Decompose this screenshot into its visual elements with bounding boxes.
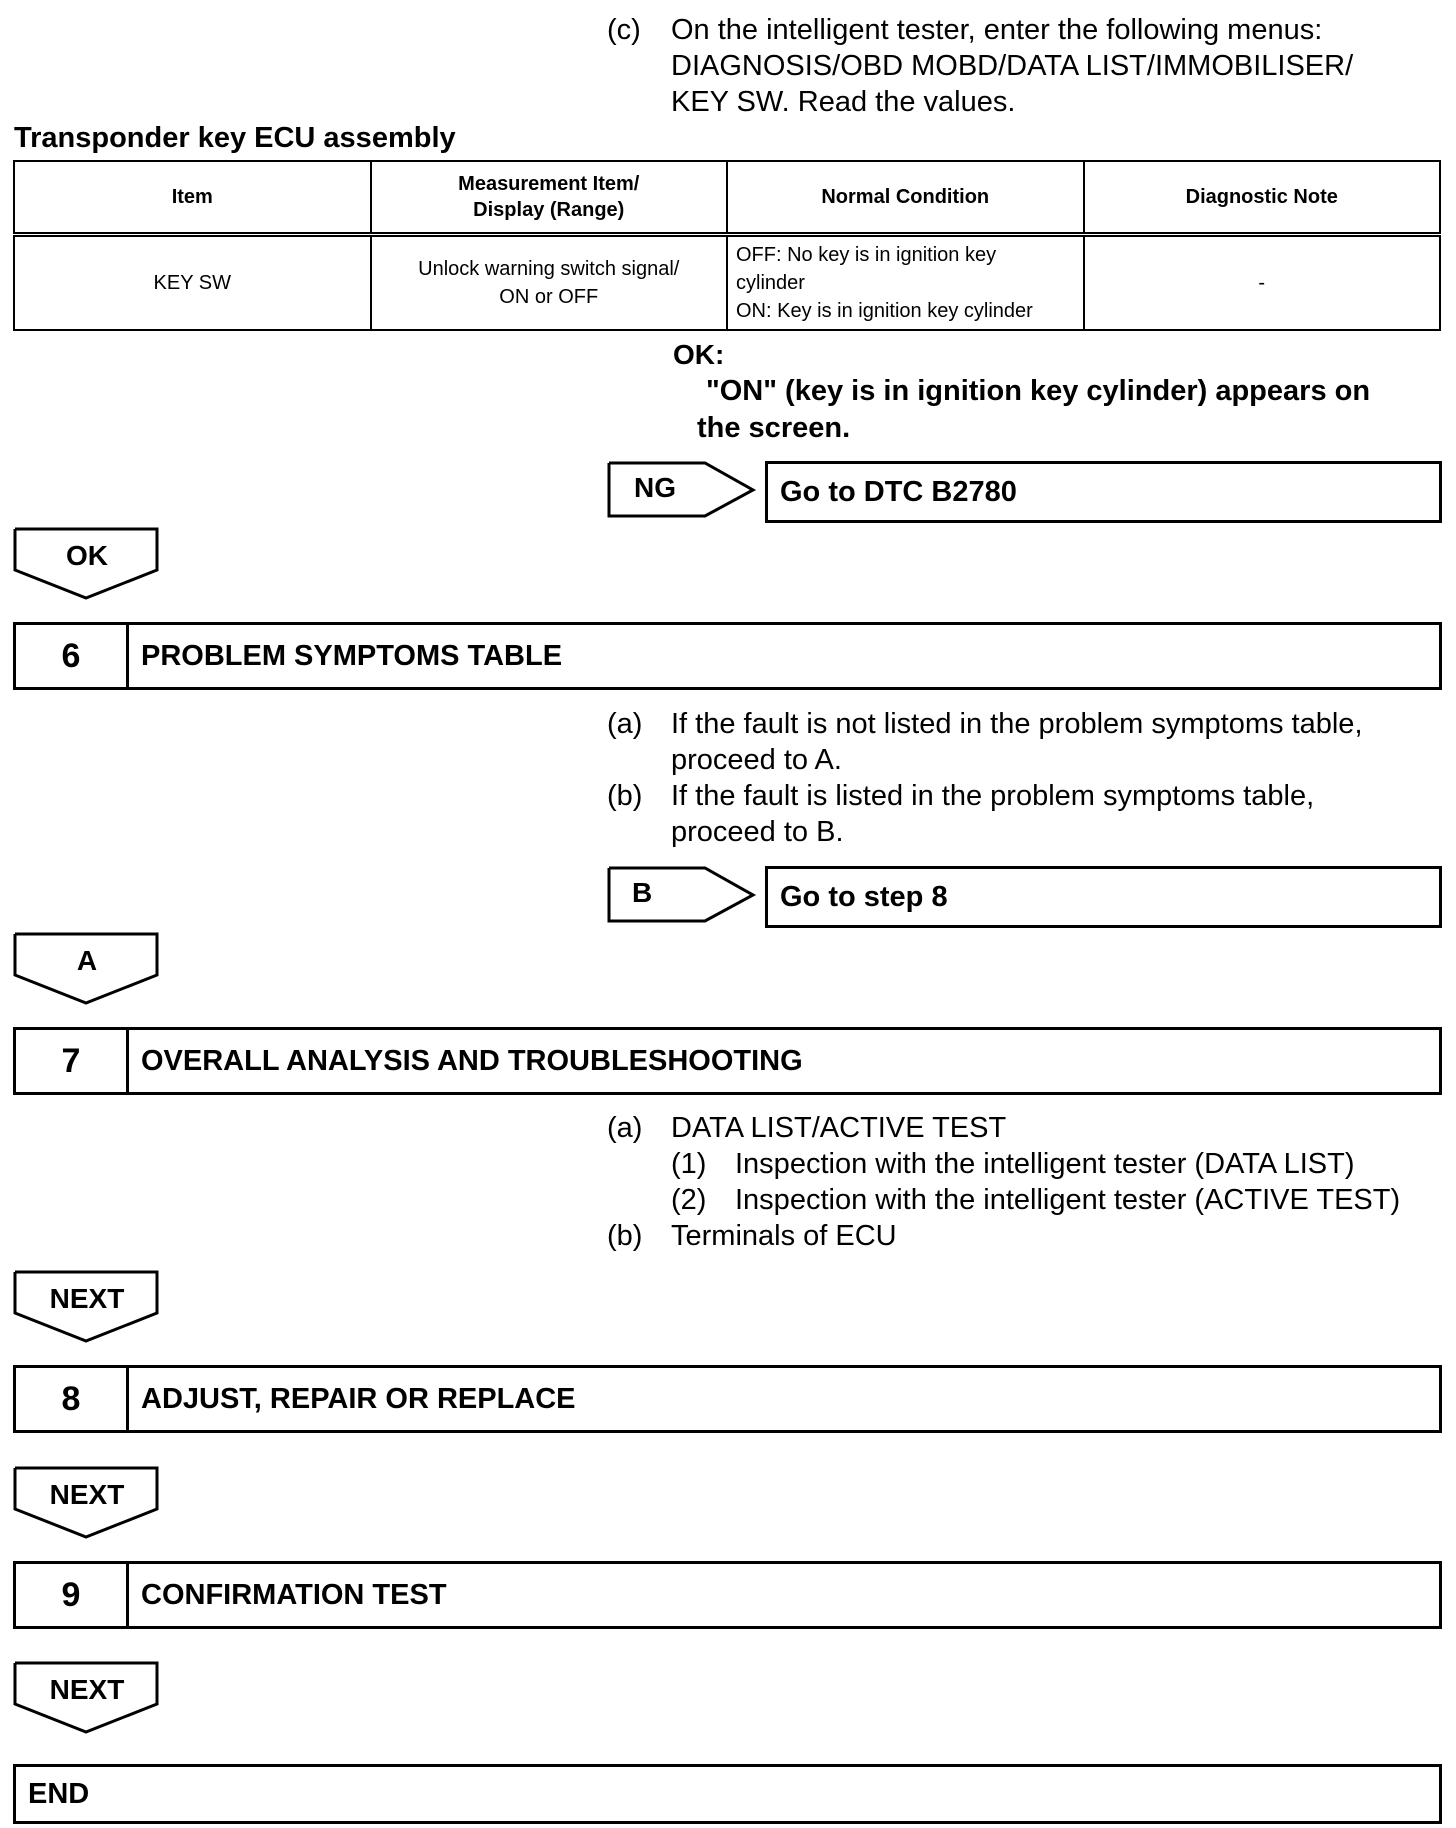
step-7-header [13,1027,1442,1095]
step-8-number: 8 [16,1368,129,1430]
step-7-a1-text: Inspection with the intelligent tester (DATA LIST) [735,1148,1355,1180]
step-8-title: ADJUST, REPAIR OR REPLACE [141,1382,576,1415]
header-normal: Normal Condition [727,161,1084,235]
cell-note: - [1084,235,1441,331]
step-7-b-label: (b) [607,1220,643,1252]
next-chevron-1-label: NEXT [49,1283,125,1314]
goto-step-8-link[interactable]: Go to step 8 [765,866,1442,928]
table-row [14,235,1440,331]
cell-item: KEY SW [14,235,371,331]
step-7-a2-text: Inspection with the intelligent tester (ACTIVE TEST) [735,1184,1401,1216]
table-header-row [14,161,1440,235]
header-measurement [371,161,728,235]
b-branch-label: B [632,877,653,908]
b-branch-arrow [607,866,757,924]
goto-dtc-b2780-link[interactable]: Go to DTC B2780 [765,461,1442,523]
step-9-title: CONFIRMATION TEST [141,1578,447,1611]
next-chevron-3-label: NEXT [49,1674,125,1705]
step-9-header [13,1561,1442,1629]
ok-result-line-1: "ON" (key is in ignition key cylinder) appears on [706,375,1371,407]
step-7-title: OVERALL ANALYSIS AND TROUBLESHOOTING [141,1044,803,1077]
step-6-title: PROBLEM SYMPTOMS TABLE [141,639,563,672]
ok-chevron-label: OK [66,540,108,571]
ok-result-line-2: the screen. [697,412,851,444]
step-8-header [13,1365,1442,1433]
step-7-a2-label: (2) [671,1184,707,1216]
cell-normal-line-1: OFF: No key is in ignition key [736,244,997,266]
step-6-b-line-1: If the fault is listed in the problem symptoms table, [671,780,1315,812]
cell-normal-line-2: cylinder [736,272,805,294]
header-note: Diagnostic Note [1084,161,1441,235]
header-item: Item [14,161,371,235]
step-6-number: 6 [16,625,129,687]
step-6-b-label: (b) [607,780,643,812]
step-9-number: 9 [16,1564,129,1626]
step-7-a-text: DATA LIST/ACTIVE TEST [671,1112,1007,1144]
step-6-a-label: (a) [607,708,643,740]
step-6-a-line-2: proceed to A. [671,744,842,776]
step-6-header [13,622,1442,690]
cell-measurement [371,235,728,331]
instruction-c-line-1: On the intelligent tester, enter the following menus: [671,14,1323,46]
ng-branch-arrow [607,461,757,519]
next-chevron-2-label: NEXT [49,1479,125,1510]
ok-result-heading: OK: [673,339,725,370]
header-measurement-line-1: Measurement Item/ [458,173,640,195]
cell-normal [727,235,1084,331]
step-7-a1-label: (1) [671,1148,707,1180]
instruction-c-line-2: DIAGNOSIS/OBD MOBD/DATA LIST/IMMOBILISER/ [671,50,1354,82]
table-title: Transponder key ECU assembly [14,122,456,154]
cell-normal-line-3: ON: Key is in ignition key cylinder [736,300,1033,322]
step-6-a-line-1: If the fault is not listed in the problem symptoms table, [671,708,1363,740]
step-6-b-line-2: proceed to B. [671,816,844,848]
ng-branch-label: NG [634,472,676,503]
step-7-b-text: Terminals of ECU [671,1220,897,1252]
cell-measurement-line-2: ON or OFF [499,286,599,308]
cell-measurement-line-1: Unlock warning switch signal/ [418,258,680,280]
step-7-a-label: (a) [607,1112,643,1144]
end-box: END [13,1764,1442,1824]
step-7-number: 7 [16,1030,129,1092]
spec-table [13,160,1441,331]
instruction-c-label: (c) [607,14,641,46]
a-chevron-label: A [76,945,98,976]
header-measurement-line-2: Display (Range) [473,199,625,221]
instruction-c-line-3: KEY SW. Read the values. [671,86,1016,118]
